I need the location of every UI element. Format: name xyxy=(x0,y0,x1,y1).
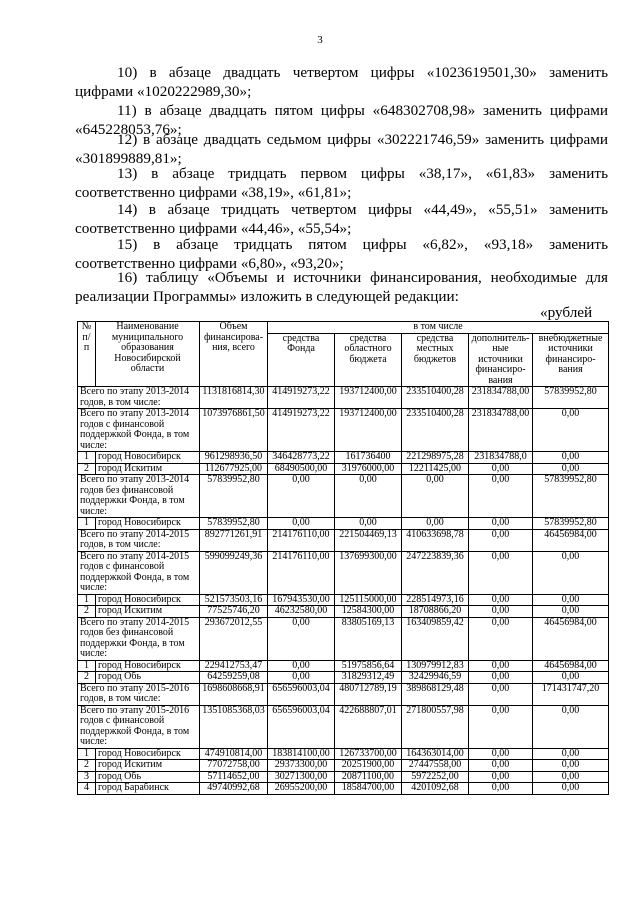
row-label: Всего по этапу 2014-2015 годов, в том числе: xyxy=(78,529,200,551)
table-row xyxy=(78,705,609,748)
value-cell: 31829312,49 xyxy=(335,672,402,684)
value-cell: 0,00 xyxy=(469,660,533,672)
value-cell: 0,00 xyxy=(469,783,533,795)
header-name: Наименование муниципального образования Новосибирской области xyxy=(96,322,200,387)
value-cell: 32429946,59 xyxy=(402,672,469,684)
value-cell: 26955200,00 xyxy=(268,783,335,795)
financing-table xyxy=(77,321,609,795)
table-row xyxy=(78,463,609,475)
value-cell: 77072758,00 xyxy=(200,760,268,772)
row-number: 1 xyxy=(78,518,96,530)
value-cell: 137699300,00 xyxy=(335,551,402,594)
header-regional: средства областного бюджета xyxy=(335,333,402,387)
table-row xyxy=(78,748,609,760)
value-cell: 599099249,36 xyxy=(200,551,268,594)
value-cell: 214176110,00 xyxy=(268,529,335,551)
row-label: город Обь xyxy=(96,771,200,783)
value-cell: 0,00 xyxy=(469,529,533,551)
row-number: 2 xyxy=(78,672,96,684)
row-label: город Новосибирск xyxy=(96,660,200,672)
value-cell: 0,00 xyxy=(533,551,609,594)
value-cell: 0,00 xyxy=(268,475,335,518)
value-cell: 0,00 xyxy=(268,617,335,660)
value-cell: 0,00 xyxy=(268,672,335,684)
value-cell: 231834788,0 xyxy=(469,452,533,464)
value-cell: 193712400,00 xyxy=(335,387,402,409)
value-cell: 231834788,00 xyxy=(469,387,533,409)
row-label: Всего по этапу 2013-2014 годов с финансовой поддержкой Фонда, в том числе: xyxy=(78,409,200,452)
value-cell: 214176110,00 xyxy=(268,551,335,594)
header-extra: внебюджетные источники финансиро-вания xyxy=(533,333,609,387)
value-cell: 0,00 xyxy=(469,617,533,660)
value-cell: 271800557,98 xyxy=(402,705,469,748)
row-label: город Новосибирск xyxy=(96,518,200,530)
value-cell: 12584300,00 xyxy=(335,606,402,618)
table-row xyxy=(78,617,609,660)
value-cell: 29373300,00 xyxy=(268,760,335,772)
value-cell: 0,00 xyxy=(533,760,609,772)
row-label: Всего по этапу 2013-2014 годов, в том числе: xyxy=(78,387,200,409)
value-cell: 0,00 xyxy=(469,518,533,530)
value-cell: 0,00 xyxy=(533,783,609,795)
value-cell: 0,00 xyxy=(469,683,533,705)
value-cell: 474910814,00 xyxy=(200,748,268,760)
row-label: Всего по этапу 2014-2015 годов с финансовой поддержкой Фонда, в том числе: xyxy=(78,551,200,594)
value-cell: 656596003,04 xyxy=(268,683,335,705)
value-cell: 68490500,00 xyxy=(268,463,335,475)
value-cell: 231834788,00 xyxy=(469,409,533,452)
value-cell: 0,00 xyxy=(402,475,469,518)
value-cell: 247223839,36 xyxy=(402,551,469,594)
row-label: Всего по этапу 2013-2014 годов без финансовой поддержки Фонда, в том числе: xyxy=(78,475,200,518)
value-cell: 183814100,00 xyxy=(268,748,335,760)
value-cell: 49740992,68 xyxy=(200,783,268,795)
value-cell: 20871100,00 xyxy=(335,771,402,783)
paragraph-text: 14) в абзаце тридцать четвертом цифры «44,49», «55,51» заменить соответственно цифрами «44,46», «55,54»; xyxy=(75,201,608,237)
table-row xyxy=(78,660,609,672)
value-cell: 293672012,55 xyxy=(200,617,268,660)
value-cell: 57839952,80 xyxy=(533,518,609,530)
header-local: средства местных бюджетов xyxy=(402,333,469,387)
value-cell: 228514973,16 xyxy=(402,594,469,606)
value-cell: 0,00 xyxy=(533,463,609,475)
unit-label: «рублей xyxy=(540,304,593,321)
paragraph-text: 13) в абзаце тридцать первом цифры «38,17», «61,83» заменить соответственно цифрами «38,19», «61,81»; xyxy=(75,165,608,201)
value-cell: 0,00 xyxy=(533,409,609,452)
row-label: город Новосибирск xyxy=(96,452,200,464)
row-number: 1 xyxy=(78,660,96,672)
header-additional: дополнитель-ные источники финансиро-вания xyxy=(469,333,533,387)
value-cell: 422688807,01 xyxy=(335,705,402,748)
value-cell: 77525746,20 xyxy=(200,606,268,618)
value-cell: 83805169,13 xyxy=(335,617,402,660)
value-cell: 233510400,28 xyxy=(402,387,469,409)
value-cell: 892771261,91 xyxy=(200,529,268,551)
table-row xyxy=(78,409,609,452)
paragraph-text: 11) в абзаце двадцать пятом цифры «648302708,98» заменить цифрами «645228053,76»; xyxy=(75,102,608,138)
value-cell: 0,00 xyxy=(268,660,335,672)
value-cell: 57839952,80 xyxy=(533,475,609,518)
value-cell: 0,00 xyxy=(402,518,469,530)
value-cell: 0,00 xyxy=(268,518,335,530)
row-label: город Искитим xyxy=(96,760,200,772)
table-row xyxy=(78,683,609,705)
value-cell: 0,00 xyxy=(469,606,533,618)
value-cell: 0,00 xyxy=(533,771,609,783)
value-cell: 480712789,19 xyxy=(335,683,402,705)
value-cell: 0,00 xyxy=(533,606,609,618)
value-cell: 221504469,13 xyxy=(335,529,402,551)
value-cell: 171431747,20 xyxy=(533,683,609,705)
value-cell: 1351085368,03 xyxy=(200,705,268,748)
value-cell: 221298975,28 xyxy=(402,452,469,464)
row-label: Всего по этапу 2015-2016 годов, в том числе: xyxy=(78,683,200,705)
table-row xyxy=(78,529,609,551)
value-cell: 1698608668,91 xyxy=(200,683,268,705)
row-number: 4 xyxy=(78,783,96,795)
row-number: 1 xyxy=(78,594,96,606)
value-cell: 0,00 xyxy=(335,475,402,518)
value-cell: 1131816814,30 xyxy=(200,387,268,409)
value-cell: 0,00 xyxy=(533,748,609,760)
value-cell: 0,00 xyxy=(469,760,533,772)
value-cell: 164363014,00 xyxy=(402,748,469,760)
value-cell: 193712400,00 xyxy=(335,409,402,452)
row-label: город Искитим xyxy=(96,463,200,475)
paragraph-text: 10) в абзаце двадцать четвертом цифры «1023619501,30» заменить цифрами «1020222989,30»; xyxy=(75,64,608,100)
table-row xyxy=(78,760,609,772)
paragraph-14 xyxy=(75,200,608,238)
row-label: город Обь xyxy=(96,672,200,684)
value-cell: 46456984,00 xyxy=(533,529,609,551)
header-num: № п/п xyxy=(78,322,96,387)
value-cell: 4201092,68 xyxy=(402,783,469,795)
header-incl: в том числе xyxy=(268,322,609,334)
value-cell: 27447558,00 xyxy=(402,760,469,772)
value-cell: 229412753,47 xyxy=(200,660,268,672)
table-row xyxy=(78,551,609,594)
value-cell: 31976000,00 xyxy=(335,463,402,475)
value-cell: 0,00 xyxy=(469,475,533,518)
value-cell: 0,00 xyxy=(533,705,609,748)
value-cell: 0,00 xyxy=(533,672,609,684)
value-cell: 30271300,00 xyxy=(268,771,335,783)
paragraph-text: 16) таблицу «Объемы и источники финансирования, необходимые для реализации Программы» изложить в следующей редакции: xyxy=(75,269,608,305)
value-cell: 125115000,00 xyxy=(335,594,402,606)
table-body xyxy=(78,387,609,795)
value-cell: 167943530,00 xyxy=(268,594,335,606)
value-cell: 20251900,00 xyxy=(335,760,402,772)
paragraph-10 xyxy=(75,63,608,101)
row-label: Всего по этапу 2015-2016 годов с финансовой поддержкой Фонда, в том числе: xyxy=(78,705,200,748)
value-cell: 64259259,08 xyxy=(200,672,268,684)
value-cell: 57839952,80 xyxy=(533,387,609,409)
value-cell: 51975856,64 xyxy=(335,660,402,672)
value-cell: 112677925,00 xyxy=(200,463,268,475)
value-cell: 0,00 xyxy=(469,594,533,606)
value-cell: 57839952,80 xyxy=(200,518,268,530)
value-cell: 46456984,00 xyxy=(533,660,609,672)
value-cell: 414919273,22 xyxy=(268,409,335,452)
row-label: город Искитим xyxy=(96,606,200,618)
value-cell: 57114652,00 xyxy=(200,771,268,783)
value-cell: 57839952,80 xyxy=(200,475,268,518)
value-cell: 161736400 xyxy=(335,452,402,464)
value-cell: 46232580,00 xyxy=(268,606,335,618)
row-number: 1 xyxy=(78,748,96,760)
value-cell: 656596003,04 xyxy=(268,705,335,748)
table-row xyxy=(78,771,609,783)
paragraph-text: 15) в абзаце тридцать пятом цифры «6,82», «93,18» заменить соответственно цифрами «6,80», «93,20»; xyxy=(75,236,608,272)
value-cell: 414919273,22 xyxy=(268,387,335,409)
page-number: 3 xyxy=(317,34,323,46)
value-cell: 521573503,16 xyxy=(200,594,268,606)
value-cell: 961298936,50 xyxy=(200,452,268,464)
paragraph-12 xyxy=(75,130,608,168)
row-number: 2 xyxy=(78,463,96,475)
value-cell: 0,00 xyxy=(469,672,533,684)
row-number: 2 xyxy=(78,760,96,772)
table-row xyxy=(78,475,609,518)
table-row xyxy=(78,518,609,530)
value-cell: 0,00 xyxy=(533,452,609,464)
paragraph-13 xyxy=(75,164,608,202)
row-number: 1 xyxy=(78,452,96,464)
paragraph-text: 12) в абзаце двадцать седьмом цифры «302221746,59» заменить цифрами «301899889,81»; xyxy=(75,131,608,167)
value-cell: 1073976861,50 xyxy=(200,409,268,452)
table-row xyxy=(78,594,609,606)
table-row xyxy=(78,783,609,795)
table-row xyxy=(78,387,609,409)
value-cell: 389868129,48 xyxy=(402,683,469,705)
value-cell: 410633698,78 xyxy=(402,529,469,551)
value-cell: 46456984,00 xyxy=(533,617,609,660)
value-cell: 0,00 xyxy=(469,463,533,475)
row-label: город Новосибирск xyxy=(96,594,200,606)
paragraph-16 xyxy=(75,268,608,306)
value-cell: 163409859,42 xyxy=(402,617,469,660)
table-row xyxy=(78,452,609,464)
value-cell: 5972252,00 xyxy=(402,771,469,783)
value-cell: 18708866,20 xyxy=(402,606,469,618)
value-cell: 18584700,00 xyxy=(335,783,402,795)
header-total: Объем финансирова-ния, всего xyxy=(200,322,268,387)
value-cell: 12211425,00 xyxy=(402,463,469,475)
value-cell: 126733700,00 xyxy=(335,748,402,760)
value-cell: 0,00 xyxy=(469,771,533,783)
row-number: 2 xyxy=(78,606,96,618)
header-fund: средства Фонда xyxy=(268,333,335,387)
row-label: город Новосибирск xyxy=(96,748,200,760)
value-cell: 0,00 xyxy=(469,748,533,760)
value-cell: 0,00 xyxy=(533,594,609,606)
value-cell: 0,00 xyxy=(335,518,402,530)
value-cell: 0,00 xyxy=(469,705,533,748)
row-label: город Барабинск xyxy=(96,783,200,795)
table-row xyxy=(78,606,609,618)
row-number: 3 xyxy=(78,771,96,783)
value-cell: 130979912,83 xyxy=(402,660,469,672)
value-cell: 0,00 xyxy=(469,551,533,594)
value-cell: 346428773,22 xyxy=(268,452,335,464)
value-cell: 233510400,28 xyxy=(402,409,469,452)
table-row xyxy=(78,672,609,684)
row-label: Всего по этапу 2014-2015 годов без финансовой поддержки Фонда, в том числе: xyxy=(78,617,200,660)
